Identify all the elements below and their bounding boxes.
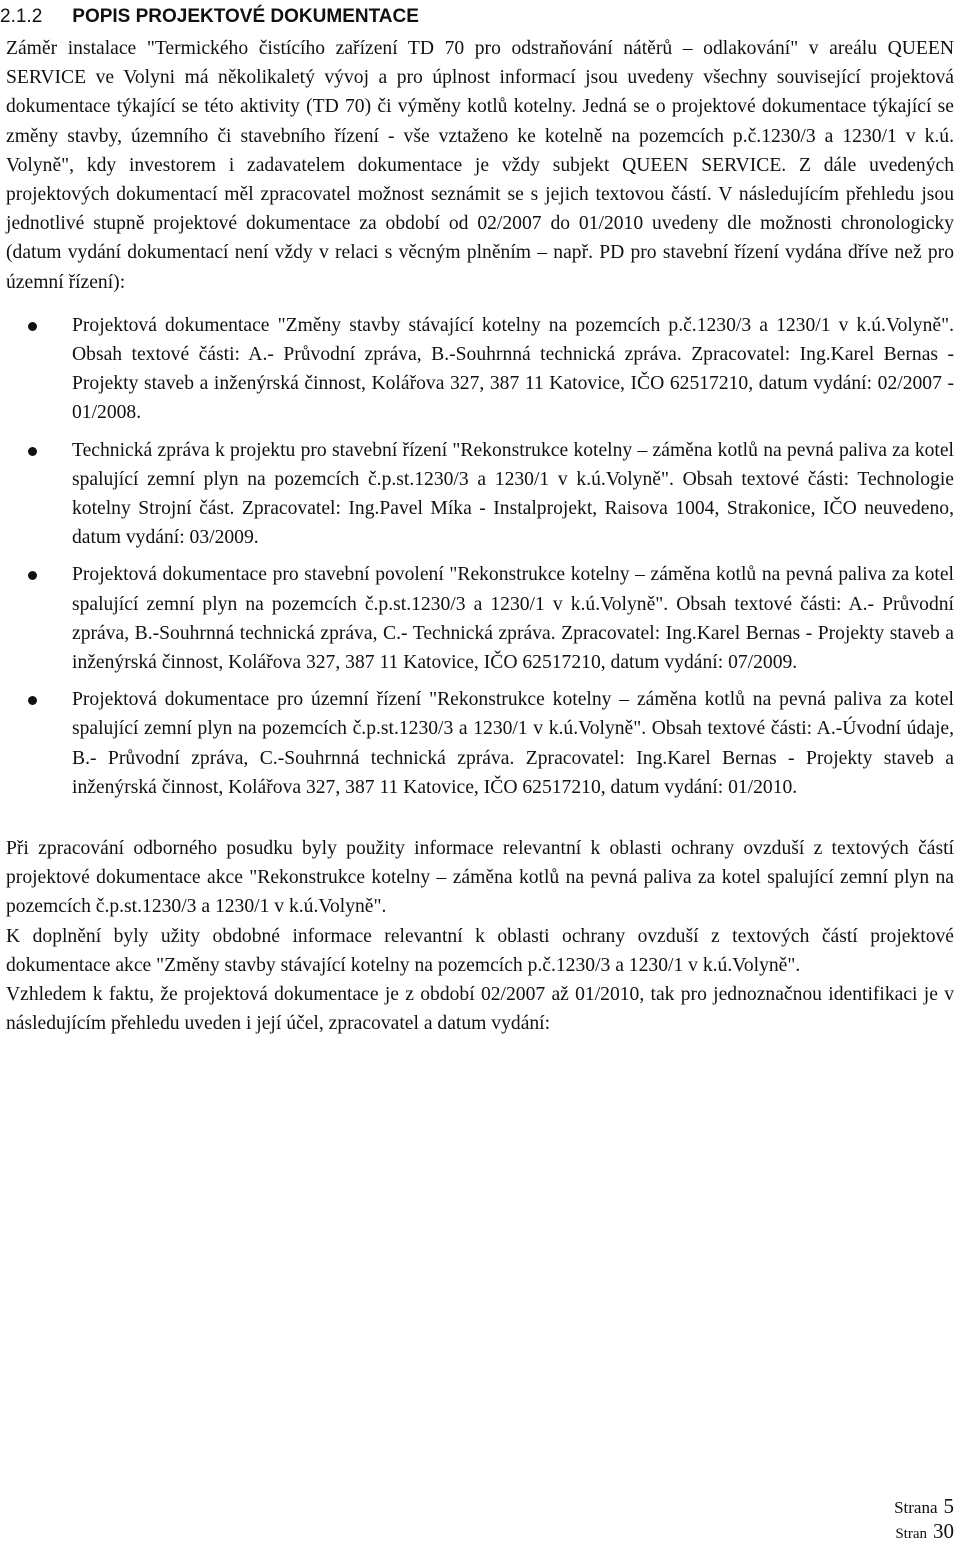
list-item-text: Projektová dokumentace pro územní řízení "Rekonstrukce kotelny – záměna kotlů na pevná paliva za kotel spalující zemní plyn na pozemcích č.p.st.1230/3 a 1230/1 v k.ú.Volyně". Obsah textové části: A.-Úvodní údaje, B.- Průvodní zpráva, C.-Souhrnná technická zpráva. Zpracovatel: Ing.Karel Bernas - Projekty staveb a inženýrská činnost, Kolářova 327, 387 11 Katovice, IČO 62517210, datum vydání: 01/2010. (72, 689, 954, 798)
page-label: Strana (894, 1498, 938, 1517)
total-pages-label: Stran (895, 1526, 927, 1542)
bullet-icon (28, 322, 37, 331)
bullet-icon (28, 571, 37, 580)
intro-paragraph: Záměr instalace "Termického čistícího zařízení TD 70 pro odstraňování nátěrů – odlakování" v areálu QUEEN SERVICE ve Volyni má několikaletý vývoj a pro úplnost informací jsou uvedeny všechny související projektová dokumentace týkající se této aktivity (TD 70) či výměny kotlů kotelny. Jedná se o projektové dokumentace týkající se změny stavby, územního či stavebního řízení - vše vztaženo ke kotelně na pozemcích p.č.1230/3 a 1230/1 v k.ú. Volyně", kdy investorem i zadavatelem dokumentace je vždy subjekt QUEEN SERVICE. Z dále uvedených projektových dokumentací měl zpracovatel možnost seznámit se s jejich textovou částí. V následujícím přehledu jsou jednotlivé stupně projektové dokumentace za období od 02/2007 do 01/2010 uvedeny dle možnosti chronologicky (datum vydání dokumentací není vždy v relaci s věcným plněním – např. PD pro stavební řízení vydána dříve než pro územní řízení): (6, 38, 954, 293)
section-title: POPIS PROJEKTOVÉ DOKUMENTACE (72, 6, 419, 27)
supplement-paragraph: K doplnění byly užity obdobné informace relevantní k oblasti ochrany ovzduší z textových částí projektové dokumentace akce "Změny stavby stávající kotelny na pozemcích p.č.1230/3 a 1230/1 v k.ú.Volyně". (6, 925, 954, 976)
list-item-text: Projektová dokumentace "Změny stavby stávající kotelny na pozemcích p.č.1230/3 a 1230/1 v k.ú.Volyně". Obsah textové části: A.- Průvodní zpráva, B.-Souhrnná technická zpráva. Zpracovatel: Ing.Karel Bernas - Projekty staveb a inženýrská činnost, Kolářova 327, 387 11 Katovice, IČO 62517210, datum vydání: 02/2007 - 01/2008. (72, 314, 954, 424)
document-list (6, 311, 954, 802)
list-item (6, 311, 954, 428)
bullet-icon (28, 447, 37, 456)
section-heading (0, 6, 954, 28)
list-item-text: Projektová dokumentace pro stavební povolení "Rekonstrukce kotelny – záměna kotlů na pevná paliva za kotel spalující zemní plyn na pozemcích č.p.st.1230/3 a 1230/1 v k.ú.Volyně". Obsah textové části: A.- Průvodní zpráva, B.-Souhrnná technická zpráva, C.- Technická zpráva. Zpracovatel: Ing.Karel Bernas - Projekty staveb a inženýrská činnost, Kolářova 327, 387 11 Katovice, IČO 62517210, datum vydání: 07/2009. (72, 564, 954, 674)
list-item (6, 560, 954, 677)
section-number: 2.1.2 (0, 6, 43, 27)
list-item (6, 685, 954, 802)
page-footer (894, 1494, 954, 1544)
list-item (6, 436, 954, 553)
total-pages: 30 (933, 1519, 954, 1543)
overview-paragraph: Vzhledem k faktu, že projektová dokumentace je z období 02/2007 až 01/2010, tak pro jednoznačnou identifikaci je v následujícím přehledu uveden i její účel, zpracovatel a datum vydání: (6, 984, 954, 1035)
list-item-text: Technická zpráva k projektu pro stavební řízení "Rekonstrukce kotelny – záměna kotlů na pevná paliva za kotel spalující zemní plyn na pozemcích č.p.st.1230/3 a 1230/1 v k.ú.Volyně". Obsah textové části: Technologie kotelny Strojní část. Zpracovatel: Ing.Pavel Míka - Instalprojekt, Raisova 1004, Strakonice, IČO neuvedeno, datum vydání: 03/2009. (72, 439, 954, 549)
sources-paragraph: Při zpracování odborného posudku byly použity informace relevantní k oblasti ochrany ovzduší z textových částí projektové dokumentace akce "Rekonstrukce kotelny – záměna kotlů na pevná paliva za kotel spalující zemní plyn na pozemcích č.p.st.1230/3 a 1230/1 v k.ú.Volyně". (6, 838, 954, 918)
page-number: 5 (943, 1494, 954, 1518)
bullet-icon (28, 696, 37, 705)
